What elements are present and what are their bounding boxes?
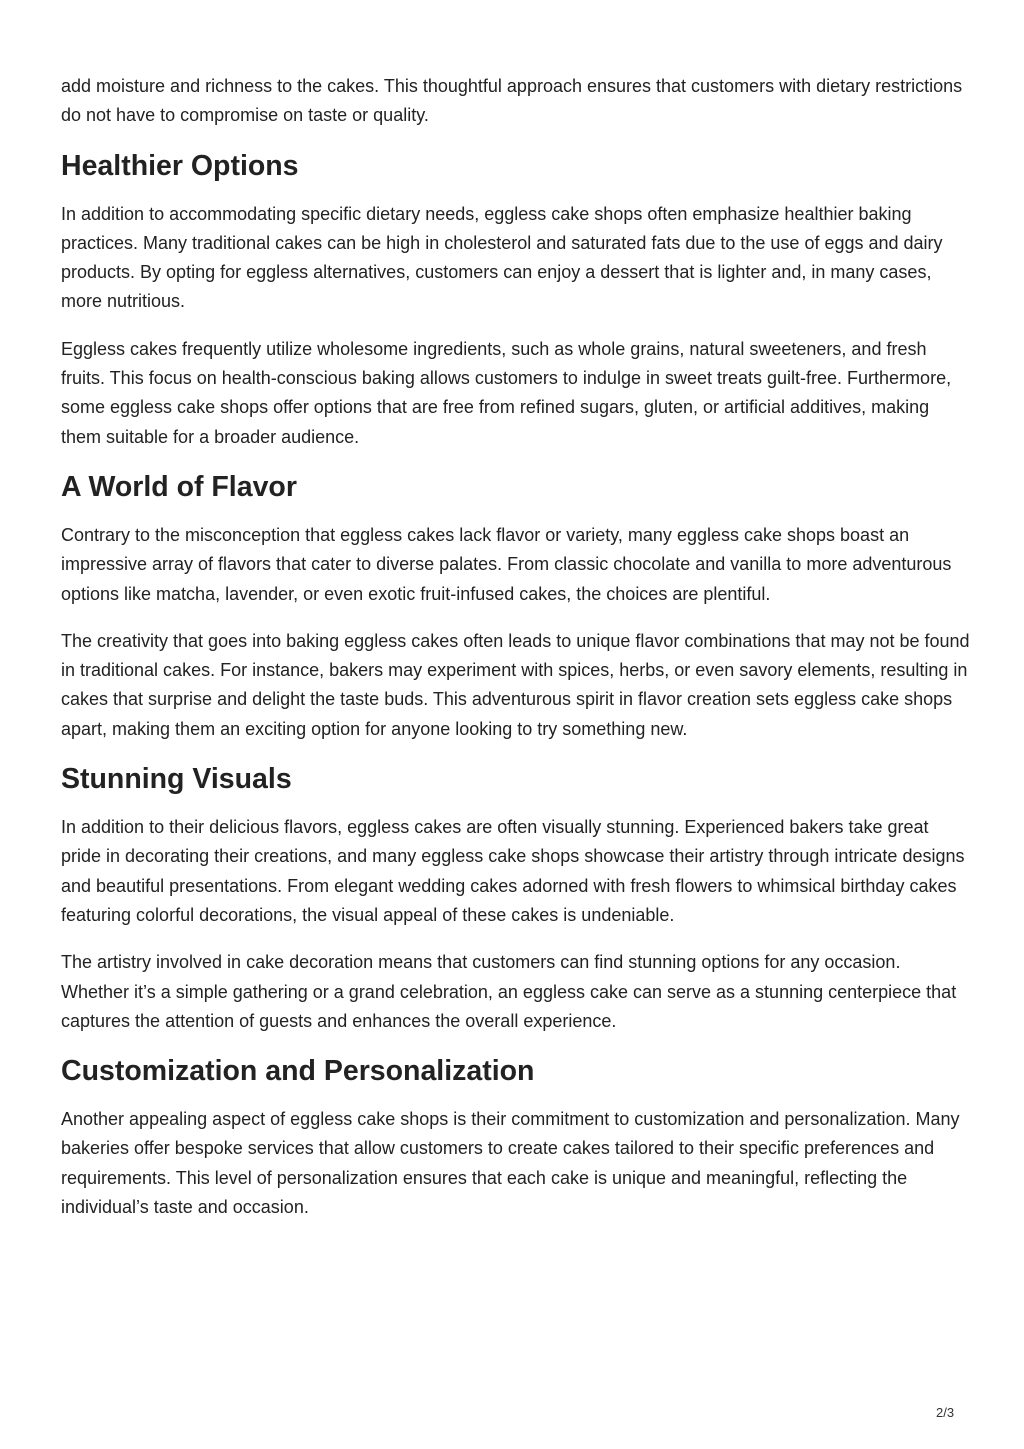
section-customization — [61, 1054, 973, 1222]
section-heading: A World of Flavor — [61, 470, 297, 503]
paragraph: Contrary to the misconception that eggless cakes lack flavor or variety, many eggless cake shops boast an impressive array of flavors that cater to diverse palates. From classic chocolate and vanilla to more adventurous options like matcha, lavender, or even exotic fruit-infused cakes, the choices are plentiful. — [61, 524, 952, 604]
paragraph: add moisture and richness to the cakes. This thoughtful approach ensures that customers with dietary restrictions do not have to compromise on taste or quality. — [61, 76, 963, 126]
section-heading: Healthier Options — [61, 149, 299, 182]
paragraph: The creativity that goes into baking eggless cakes often leads to unique flavor combinations that may not be found in traditional cakes. For instance, bakers may experiment with spices, herbs, or even savory elements, resulting in cakes that surprise and delight the taste buds. This adventurous spirit in flavor creation sets eggless cake shops apart, making them an exciting option for anyone looking to try something new. — [61, 630, 970, 739]
page-number: 2/3 — [936, 1405, 955, 1420]
section-intro-continued — [61, 72, 973, 131]
paragraph: Another appealing aspect of eggless cake shops is their commitment to customization and personalization. Many bakeries offer bespoke services that allow customers to create cakes tailored to their specific preferences and requirements. This level of personalization ensures that each cake is unique and meaningful, reflecting the individual’s taste and occasion. — [61, 1109, 960, 1218]
paragraph: The artistry involved in cake decoration means that customers can find stunning options for any occasion. Whether it’s a simple gathering or a grand celebration, an eggless cake can serve as a stunning centerpiece that captures the attention of guests and enhances the overall experience. — [61, 952, 957, 1031]
section-stunning-visuals — [61, 762, 973, 1036]
section-world-of-flavor — [61, 470, 973, 744]
section-heading: Stunning Visuals — [61, 763, 292, 796]
paragraph: In addition to accommodating specific dietary needs, eggless cake shops often emphasize healthier baking practices. Many traditional cakes can be high in cholesterol and saturated fats due to the use of eggs and dairy products. By opting for eggless alternatives, customers can enjoy a dessert that is lighter and, in many cases, more nutritious. — [61, 203, 943, 312]
section-healthier-options — [61, 149, 973, 452]
paragraph: Eggless cakes frequently utilize wholesome ingredients, such as whole grains, natural sweeteners, and fresh fruits. This focus on health-conscious baking allows customers to indulge in sweet treats guilt-free. Furthermore, some eggless cake shops offer options that are free from refined sugars, gluten, or artificial additives, making them suitable for a broader audience. — [61, 338, 952, 447]
paragraph: In addition to their delicious flavors, eggless cakes are often visually stunning. Experienced bakers take great pride in decorating their creations, and many eggless cake shops showcase their artistry through intricate designs and beautiful presentations. From elegant wedding cakes adorned with fresh flowers to whimsical birthday cakes featuring colorful decorations, the visual appeal of these cakes is undeniable. — [61, 817, 965, 925]
document-page — [61, 72, 973, 1240]
section-heading: Customization and Personalization — [61, 1055, 535, 1088]
